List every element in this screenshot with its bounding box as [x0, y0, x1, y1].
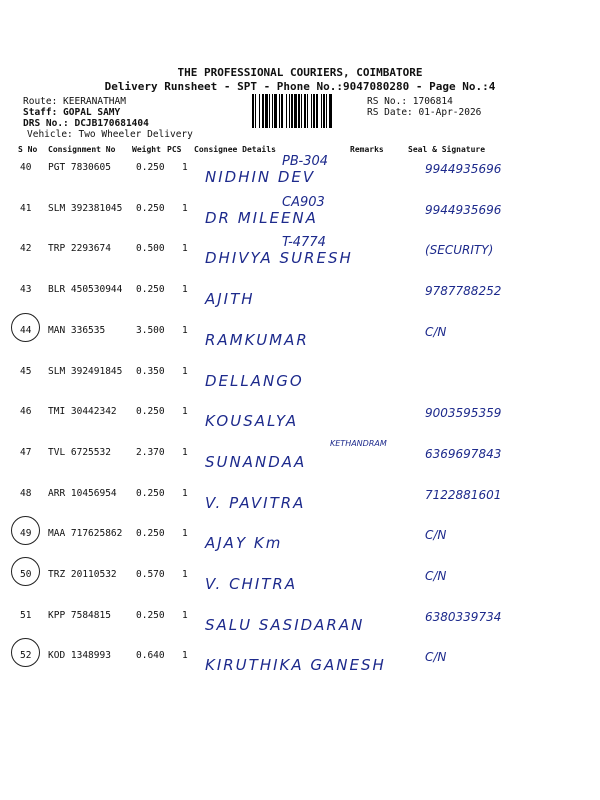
col-weight: Weight: [132, 145, 161, 154]
row-weight: 0.250: [136, 406, 165, 418]
barcode: [252, 94, 362, 128]
handwritten-signature: 9944935696: [425, 162, 502, 176]
handwritten-note: CA903: [282, 194, 325, 210]
row-sno: 46: [20, 406, 32, 418]
row-consignment: TMI 30442342: [48, 406, 117, 418]
row-weight: 2.370: [136, 446, 165, 458]
handwritten-signature: 9003595359: [425, 406, 502, 421]
row-weight: 0.640: [136, 650, 165, 662]
col-seal: Seal & Signature: [408, 145, 486, 154]
row-sno: 52: [20, 650, 32, 662]
row-sno: 40: [20, 162, 32, 173]
row-consignment: MAA 717625862: [48, 528, 123, 540]
handwritten-note: T-4774: [282, 235, 326, 251]
handwritten-signature: 9944935696: [425, 202, 502, 217]
handwritten-consignee: NIDHIN DEV: [205, 168, 316, 186]
row-consignment: TRZ 20110532: [48, 569, 117, 580]
col-consignment: Consignment No: [48, 145, 116, 154]
sno-circle-mark: [11, 638, 40, 667]
handwritten-signature: C/N: [425, 569, 447, 583]
row-sno: 45: [20, 365, 32, 377]
sno-circle-mark: [11, 516, 40, 545]
handwritten-signature: 9787788252: [425, 284, 502, 299]
row-pcs: 1: [182, 324, 188, 336]
row-pcs: 1: [182, 650, 188, 662]
row-sno: 43: [20, 284, 32, 296]
col-pcs: PCS: [167, 145, 182, 154]
row-weight: 0.250: [136, 487, 165, 499]
handwritten-consignee: DR MILEENA: [205, 208, 318, 227]
runsheet-title: Delivery Runsheet - SPT - Phone No.:9047080280 - Page No.:4: [104, 80, 496, 93]
handwritten-signature: 6380339734: [425, 609, 502, 624]
handwritten-consignee: DHIVYA SURESH: [205, 249, 353, 268]
handwritten-consignee: AJITH: [205, 290, 255, 309]
handwritten-consignee: KOUSALYA: [205, 412, 299, 431]
row-consignment: KOD 1348993: [48, 650, 111, 662]
row-sno: 41: [20, 202, 32, 214]
handwritten-note: KETHANDRAM: [330, 438, 387, 448]
handwritten-signature: C/N: [425, 650, 447, 665]
handwritten-signature: 6369697843: [425, 446, 502, 461]
row-pcs: 1: [182, 446, 188, 458]
row-consignment: KPP 7584815: [48, 609, 111, 621]
handwritten-signature: C/N: [425, 528, 447, 543]
vehicle-label: Vehicle: Two Wheeler Delivery: [27, 129, 193, 140]
row-sno: 50: [20, 569, 32, 580]
handwritten-signature: (SECURITY): [425, 243, 494, 258]
row-pcs: 1: [182, 609, 188, 621]
row-sno: 51: [20, 609, 32, 621]
drs-label: DRS No.: DCJB170681404: [23, 118, 149, 129]
row-pcs: 1: [182, 406, 188, 418]
row-sno: 47: [20, 446, 32, 458]
row-weight: 0.570: [136, 569, 165, 580]
row-sno: 49: [20, 528, 32, 540]
row-pcs: 1: [182, 569, 188, 580]
row-pcs: 1: [182, 202, 188, 214]
row-pcs: 1: [182, 243, 188, 255]
handwritten-consignee: DELLANGO: [205, 371, 304, 390]
row-consignment: TVL 6725532: [48, 446, 111, 458]
handwritten-consignee: V. CHITRA: [205, 575, 298, 593]
row-consignment: SLM 392381045: [48, 202, 123, 214]
sno-circle-mark: [11, 313, 40, 342]
handwritten-signature: 7122881601: [425, 487, 502, 502]
row-sno: 44: [20, 324, 32, 336]
row-sno: 42: [20, 243, 32, 255]
route-label: Route: KEERANATHAM: [23, 96, 126, 107]
row-consignment: BLR 450530944: [48, 284, 123, 296]
rs-date: RS Date: 01-Apr-2026: [367, 107, 482, 118]
col-consignee: Consignee Details: [194, 145, 276, 154]
col-sno: S No: [18, 145, 38, 154]
staff-label: Staff: GOPAL SAMY: [23, 107, 121, 118]
row-consignment: PGT 7830605: [48, 162, 111, 173]
handwritten-consignee: RAMKUMAR: [205, 330, 309, 349]
handwritten-consignee: V. PAVITRA: [205, 493, 306, 512]
handwritten-note: PB-304: [282, 154, 329, 169]
row-pcs: 1: [182, 487, 188, 499]
row-consignment: ARR 10456954: [48, 487, 117, 499]
row-weight: 0.250: [136, 202, 165, 214]
row-weight: 0.250: [136, 284, 165, 296]
row-weight: 0.250: [136, 609, 165, 621]
handwritten-consignee: SALU SASIDARAN: [205, 615, 365, 634]
sno-circle-mark: [11, 557, 40, 586]
handwritten-consignee: AJAY Km: [205, 534, 283, 553]
row-pcs: 1: [182, 284, 188, 296]
col-remarks: Remarks: [350, 145, 384, 154]
row-consignment: SLM 392491845: [48, 365, 123, 377]
handwritten-signature: C/N: [425, 324, 447, 339]
row-consignment: TRP 2293674: [48, 243, 111, 255]
row-sno: 48: [20, 487, 32, 499]
row-pcs: 1: [182, 365, 188, 377]
row-pcs: 1: [182, 162, 188, 173]
row-weight: 0.500: [136, 243, 165, 255]
row-weight: 0.350: [136, 365, 165, 377]
row-pcs: 1: [182, 528, 188, 540]
handwritten-consignee: SUNANDAA: [205, 452, 307, 471]
row-weight: 3.500: [136, 324, 165, 336]
row-weight: 0.250: [136, 162, 165, 173]
rs-number: RS No.: 1706814: [367, 96, 453, 107]
company-title: THE PROFESSIONAL COURIERS, COIMBATORE: [177, 66, 423, 79]
row-weight: 0.250: [136, 528, 165, 540]
handwritten-consignee: KIRUTHIKA GANESH: [205, 656, 386, 675]
row-consignment: MAN 336535: [48, 324, 106, 336]
